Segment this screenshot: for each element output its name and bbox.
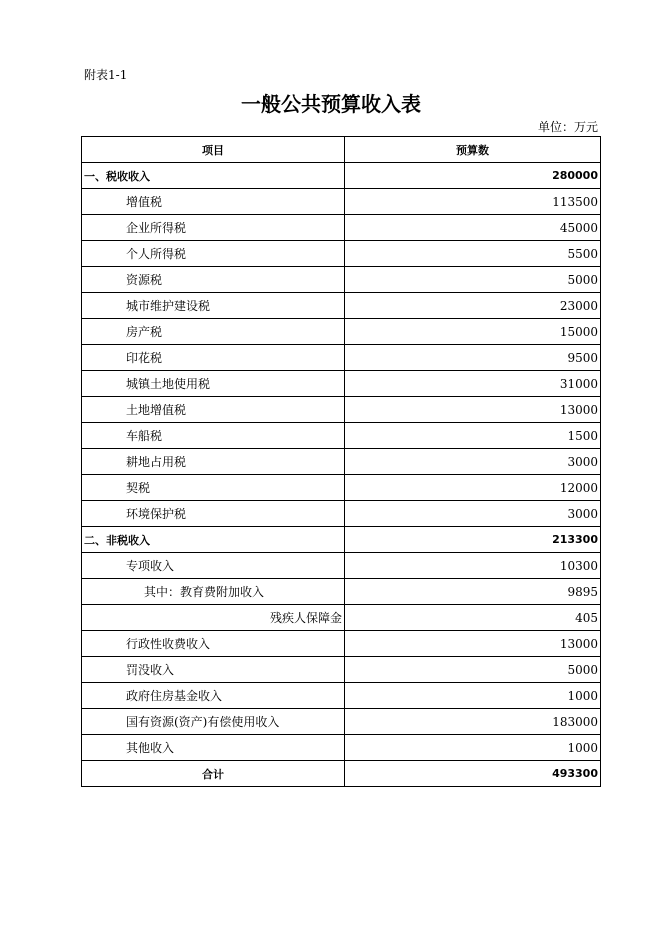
row-amount: 12000: [345, 475, 601, 501]
row-label: 行政性收费收入: [82, 631, 345, 657]
appendix-label: 附表1-1: [84, 68, 128, 82]
row-label: 耕地占用税: [82, 449, 345, 475]
row-amount: 13000: [345, 397, 601, 423]
row-amount: 5000: [345, 657, 601, 683]
row-amount: 280000: [345, 163, 601, 189]
row-amount: 183000: [345, 709, 601, 735]
table-header-row: [82, 137, 601, 163]
total-row: [82, 761, 601, 787]
row-label: 印花税: [82, 345, 345, 371]
table-row: [82, 709, 601, 735]
row-label: 城市维护建设税: [82, 293, 345, 319]
budget-table: [81, 136, 601, 787]
table-row: [82, 423, 601, 449]
column-header-item: 项目: [82, 137, 345, 163]
row-amount: 405: [345, 605, 601, 631]
row-label: 契税: [82, 475, 345, 501]
table-row: [82, 189, 601, 215]
row-label: 专项收入: [82, 553, 345, 579]
row-label: 个人所得税: [82, 241, 345, 267]
row-label: 增值税: [82, 189, 345, 215]
table-row: [82, 345, 601, 371]
page-title: 一般公共预算收入表: [241, 92, 421, 116]
row-label: 二、非税收入: [82, 527, 345, 553]
row-amount: 5500: [345, 241, 601, 267]
table-row: [82, 397, 601, 423]
row-label: 企业所得税: [82, 215, 345, 241]
row-label: 国有资源(资产)有偿使用收入: [82, 709, 345, 735]
row-amount: 9500: [345, 345, 601, 371]
table-row: [82, 293, 601, 319]
row-amount: 1500: [345, 423, 601, 449]
table-row: [82, 215, 601, 241]
table-row: [82, 735, 601, 761]
row-label: 环境保护税: [82, 501, 345, 527]
table-row: [82, 241, 601, 267]
table-row: [82, 553, 601, 579]
row-label: 土地增值税: [82, 397, 345, 423]
row-amount: 9895: [345, 579, 601, 605]
row-label: 罚没收入: [82, 657, 345, 683]
table-row: [82, 683, 601, 709]
row-amount: 113500: [345, 189, 601, 215]
section-row-nontax: [82, 527, 601, 553]
row-amount: 1000: [345, 683, 601, 709]
table-row: [82, 579, 601, 605]
row-amount: 45000: [345, 215, 601, 241]
row-label: 车船税: [82, 423, 345, 449]
row-label: 政府住房基金收入: [82, 683, 345, 709]
row-amount: 15000: [345, 319, 601, 345]
row-amount: 3000: [345, 449, 601, 475]
table-row: [82, 631, 601, 657]
row-label: 一、税收收入: [82, 163, 345, 189]
row-label: 残疾人保障金: [82, 605, 345, 631]
row-amount: 23000: [345, 293, 601, 319]
row-amount: 213300: [345, 527, 601, 553]
row-label: 资源税: [82, 267, 345, 293]
table-row: [82, 449, 601, 475]
row-amount: 31000: [345, 371, 601, 397]
row-label: 其中：教育费附加收入: [82, 579, 345, 605]
table-row: [82, 267, 601, 293]
row-amount: 5000: [345, 267, 601, 293]
table-row: [82, 371, 601, 397]
table-row: [82, 319, 601, 345]
total-label: 合计: [82, 761, 345, 787]
row-label: 房产税: [82, 319, 345, 345]
table-row: [82, 657, 601, 683]
table-row: [82, 475, 601, 501]
unit-label: 单位：万元: [537, 120, 598, 134]
row-amount: 3000: [345, 501, 601, 527]
table-row: [82, 501, 601, 527]
section-row-tax: [82, 163, 601, 189]
table-row: [82, 605, 601, 631]
row-amount: 1000: [345, 735, 601, 761]
column-header-amount: 预算数: [345, 137, 601, 163]
row-label: 城镇土地使用税: [82, 371, 345, 397]
row-amount: 13000: [345, 631, 601, 657]
total-amount: 493300: [345, 761, 601, 787]
row-amount: 10300: [345, 553, 601, 579]
row-label: 其他收入: [82, 735, 345, 761]
